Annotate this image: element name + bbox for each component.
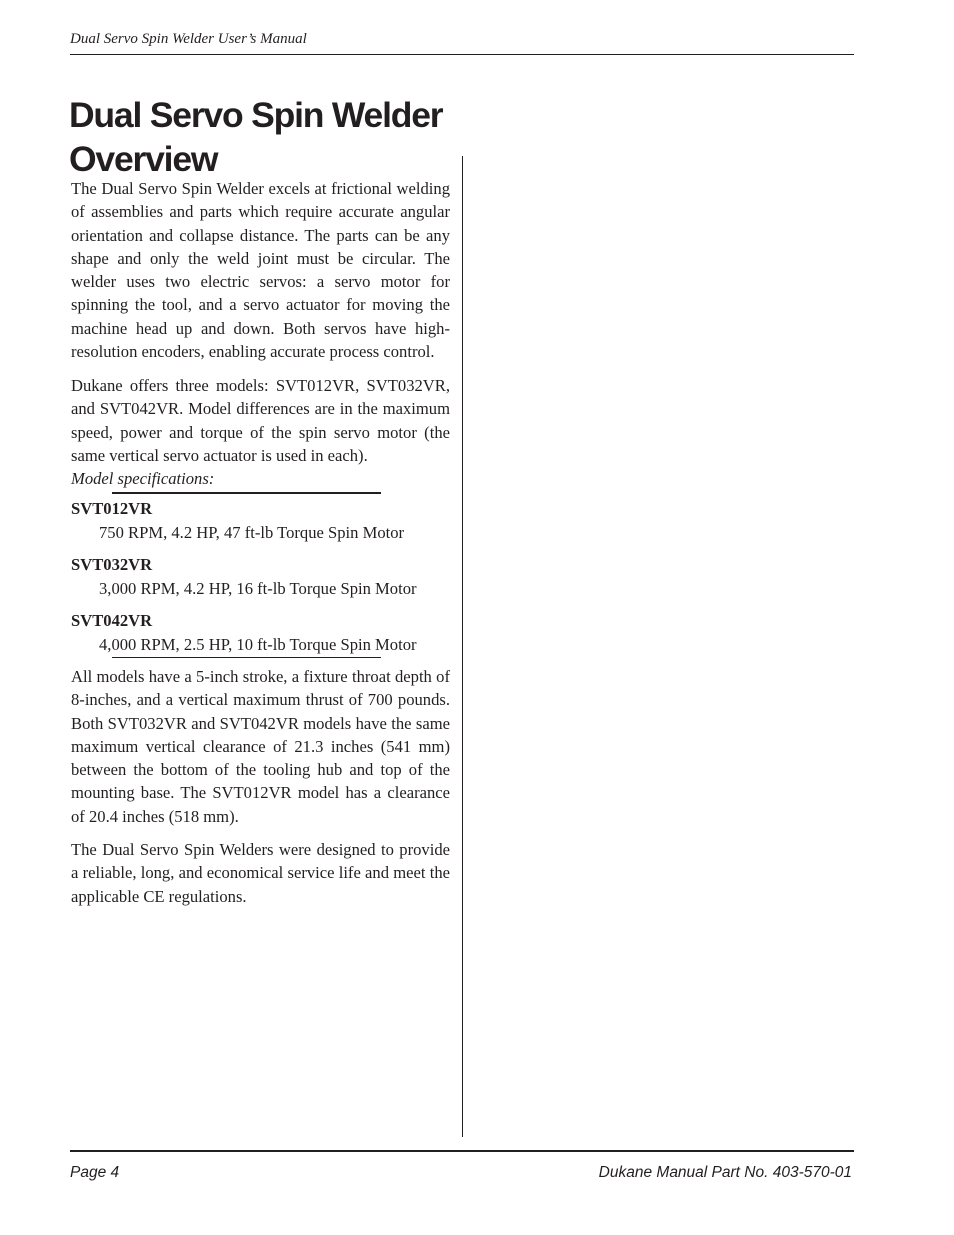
- models-paragraph: Dukane offers three models: SVT012VR, SVT032VR, and SVT042VR. Model differences are in the maximum speed, power and torque of the spin servo motor (the same vertical servo actuator is used in each).: [71, 376, 450, 465]
- page-number: Page 4: [70, 1164, 120, 1181]
- model-specifications-label: Model specifications:: [71, 469, 215, 488]
- spec-model-name: SVT012VR: [71, 499, 153, 518]
- column-divider: [462, 156, 463, 1137]
- page-title-line-2: Overview: [69, 139, 218, 179]
- closing-section: [71, 838, 450, 908]
- spec-model-name: SVT032VR: [71, 555, 153, 574]
- spec-model-detail: 3,000 RPM, 4.2 HP, 16 ft-lb Torque Spin Motor: [99, 579, 417, 598]
- page-title-line-1: Dual Servo Spin Welder: [69, 95, 443, 135]
- spec-model-detail: 4,000 RPM, 2.5 HP, 10 ft-lb Torque Spin Motor: [99, 635, 417, 654]
- page-title: [69, 93, 442, 181]
- intro-section: [71, 177, 450, 363]
- specs-top-rule: [112, 492, 381, 494]
- closing-paragraph: The Dual Servo Spin Welders were designed to provide a reliable, long, and economical service life and meet the applicable CE regulations.: [71, 840, 450, 906]
- specs-bottom-rule: [112, 657, 381, 658]
- common-features-section: [71, 665, 450, 828]
- models-section: [71, 374, 450, 467]
- spec-model-detail: 750 RPM, 4.2 HP, 47 ft-lb Torque Spin Motor: [99, 523, 405, 542]
- spec-model-name: SVT042VR: [71, 611, 153, 630]
- manual-part-number: Dukane Manual Part No. 403-570-01: [598, 1164, 852, 1181]
- common-features-paragraph: All models have a 5-inch stroke, a fixture throat depth of 8-inches, and a vertical maximum thrust of 700 pounds. Both SVT032VR and SVT042VR models have the same maximum vertical clearance of 21.3 inches (541 mm) between the bottom of the tooling hub and top of the mounting base. The SVT012VR model has a clearance of 20.4 inches (518 mm).: [71, 667, 450, 826]
- running-header: Dual Servo Spin Welder User’s Manual: [70, 31, 307, 47]
- footer-rule: [70, 1150, 854, 1152]
- header-rule: [70, 54, 854, 55]
- intro-paragraph: The Dual Servo Spin Welder excels at frictional welding of assemblies and parts which require accurate angular orientation and collapse distance. The parts can be any shape and only the weld joint must be circular. The welder uses two electric servos: a servo motor for spinning the tool, and a servo actuator for moving the machine head up and down. Both servos have high-resolution encoders, enabling accurate process control.: [71, 179, 450, 362]
